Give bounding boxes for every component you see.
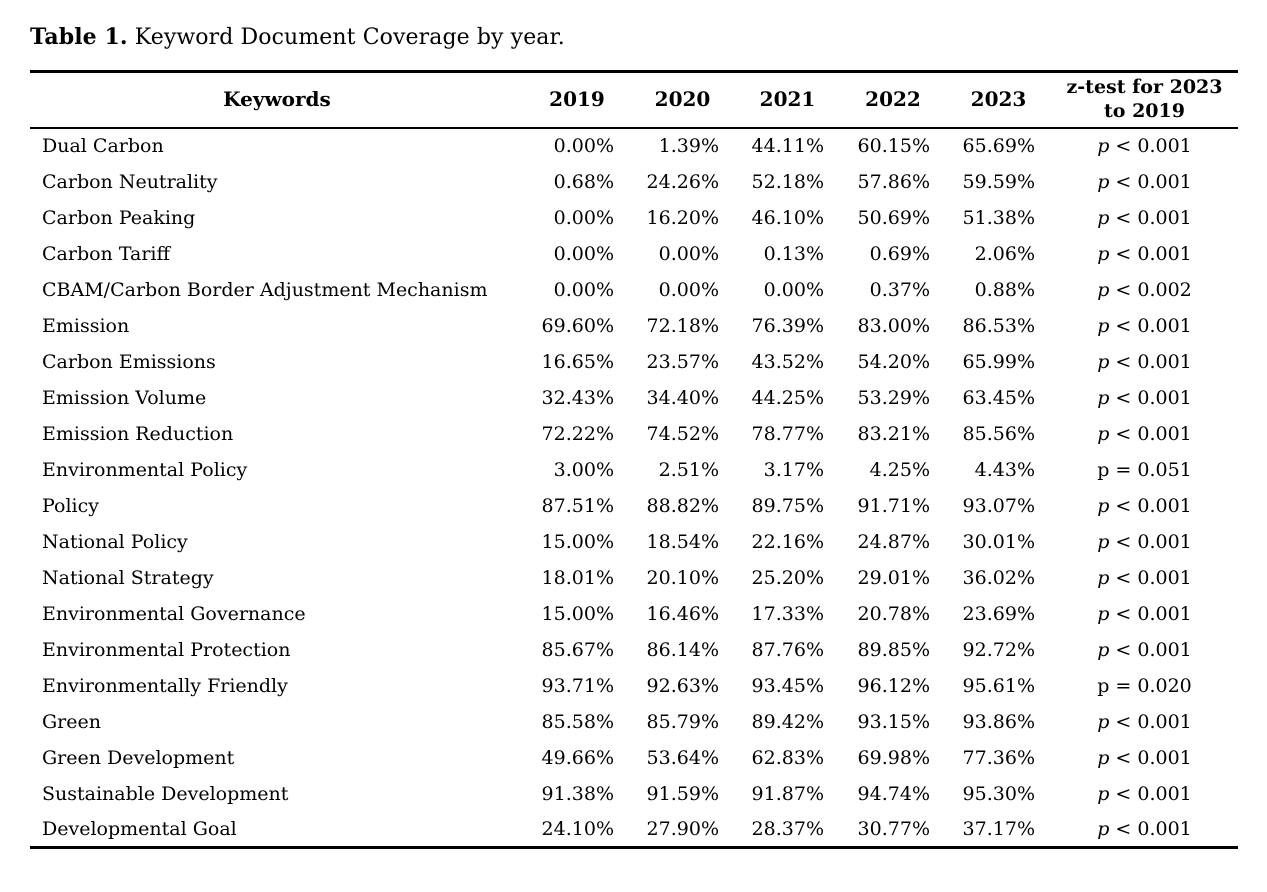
ztest-value: < 0.001 — [1109, 530, 1192, 553]
ztest-header-line1: z-test for 2023 — [1066, 76, 1223, 98]
value-2021-cell: 76.39% — [751, 314, 824, 337]
value-2021-cell: 44.11% — [751, 135, 824, 157]
value-2021-cell: 22.16% — [751, 530, 824, 553]
value-2021-cell: 62.83% — [751, 746, 824, 769]
value-2022-cell: 94.74% — [857, 782, 930, 805]
keyword-cell: Carbon Emissions — [42, 350, 216, 373]
value-2023-cell: 92.72% — [962, 638, 1035, 661]
table-row — [30, 740, 1238, 776]
value-2023-cell: 63.45% — [962, 386, 1035, 409]
p-symbol: p — [1097, 242, 1110, 265]
p-symbol: p — [1097, 386, 1110, 409]
ztest-cell — [1051, 164, 1238, 200]
ztest-value: < 0.002 — [1109, 278, 1192, 301]
value-2020-cell: 86.14% — [646, 638, 719, 661]
table-container — [30, 70, 1238, 849]
value-2021-cell: 91.87% — [751, 782, 824, 805]
keyword-cell: Carbon Peaking — [42, 206, 196, 229]
ztest-value: < 0.001 — [1109, 782, 1192, 805]
value-2021-cell: 28.37% — [751, 817, 824, 840]
p-symbol: p — [1097, 170, 1110, 193]
keyword-cell: National Strategy — [42, 566, 214, 589]
value-2022-cell: 54.20% — [857, 350, 930, 373]
ztest-value: < 0.001 — [1109, 638, 1192, 661]
keyword-cell: Sustainable Development — [42, 782, 289, 805]
table-row — [30, 524, 1238, 560]
value-2023-cell: 36.02% — [962, 566, 1035, 589]
table-row — [30, 704, 1238, 740]
value-2023-cell: 30.01% — [962, 530, 1035, 553]
ztest-cell — [1051, 560, 1238, 596]
value-2022-cell: 60.15% — [857, 135, 930, 157]
keyword-cell: Dual Carbon — [42, 135, 164, 157]
value-2020-cell: 24.26% — [646, 170, 719, 193]
value-2023-cell: 95.30% — [962, 782, 1035, 805]
column-header-2021: 2021 — [759, 87, 816, 112]
value-2022-cell: 93.15% — [857, 710, 930, 733]
value-2020-cell: 20.10% — [646, 566, 719, 589]
value-2020-cell: 72.18% — [646, 314, 719, 337]
value-2020-cell: 16.20% — [646, 206, 719, 229]
p-symbol: p — [1097, 206, 1110, 229]
value-2020-cell: 2.51% — [658, 458, 719, 481]
value-2019-cell: 15.00% — [541, 602, 614, 625]
ztest-value: < 0.001 — [1109, 242, 1192, 265]
p-symbol: p — [1097, 494, 1110, 517]
ztest-value: < 0.001 — [1109, 494, 1192, 517]
value-2022-cell: 0.37% — [869, 278, 930, 301]
value-2022-cell: 20.78% — [857, 602, 930, 625]
keyword-cell: CBAM/Carbon Border Adjustment Mechanism — [42, 278, 488, 301]
value-2023-cell: 95.61% — [962, 674, 1035, 697]
table-row — [30, 452, 1238, 488]
p-symbol: p — [1097, 638, 1110, 661]
value-2019-cell: 49.66% — [541, 746, 614, 769]
value-2022-cell: 29.01% — [857, 566, 930, 589]
table-row — [30, 164, 1238, 200]
p-symbol: p — [1097, 674, 1110, 697]
value-2023-cell: 2.06% — [974, 242, 1035, 265]
ztest-header-line2: to 2019 — [1104, 99, 1185, 122]
value-2020-cell: 53.64% — [646, 746, 719, 769]
table-row — [30, 488, 1238, 524]
ztest-value: < 0.001 — [1109, 602, 1192, 625]
value-2020-cell: 34.40% — [646, 386, 719, 409]
table-row — [30, 236, 1238, 272]
value-2022-cell: 89.85% — [857, 638, 930, 661]
value-2019-cell: 85.67% — [541, 638, 614, 661]
ztest-value: < 0.001 — [1109, 386, 1192, 409]
keyword-cell: Emission — [42, 314, 130, 337]
value-2020-cell: 85.79% — [646, 710, 719, 733]
table-row — [30, 812, 1238, 848]
p-symbol: p — [1097, 817, 1110, 840]
value-2019-cell: 0.00% — [553, 206, 614, 229]
value-2021-cell: 87.76% — [751, 638, 824, 661]
value-2022-cell: 24.87% — [857, 530, 930, 553]
value-2022-cell: 69.98% — [857, 746, 930, 769]
value-2021-cell: 44.25% — [751, 386, 824, 409]
value-2023-cell: 0.88% — [974, 278, 1035, 301]
value-2019-cell: 72.22% — [541, 422, 614, 445]
ztest-cell — [1051, 452, 1238, 488]
value-2022-cell: 4.25% — [869, 458, 930, 481]
ztest-cell — [1051, 524, 1238, 560]
ztest-cell — [1051, 704, 1238, 740]
ztest-value: < 0.001 — [1109, 566, 1192, 589]
ztest-value: < 0.001 — [1109, 350, 1192, 373]
value-2020-cell: 1.39% — [658, 135, 719, 157]
keyword-cell: Environmental Protection — [42, 638, 291, 661]
table-row — [30, 596, 1238, 632]
ztest-cell — [1051, 596, 1238, 632]
value-2023-cell: 65.99% — [962, 350, 1035, 373]
value-2022-cell: 83.00% — [857, 314, 930, 337]
keyword-cell: Environmental Policy — [42, 458, 248, 481]
value-2019-cell: 87.51% — [541, 494, 614, 517]
value-2023-cell: 23.69% — [962, 602, 1035, 625]
value-2023-cell: 93.86% — [962, 710, 1035, 733]
ztest-cell — [1051, 776, 1238, 812]
ztest-cell — [1051, 416, 1238, 452]
value-2019-cell: 0.68% — [553, 170, 614, 193]
value-2023-cell: 4.43% — [974, 458, 1035, 481]
value-2019-cell: 32.43% — [541, 386, 614, 409]
value-2021-cell: 0.13% — [763, 242, 824, 265]
ztest-cell — [1051, 128, 1238, 164]
ztest-cell — [1051, 668, 1238, 704]
value-2021-cell: 78.77% — [751, 422, 824, 445]
value-2023-cell: 85.56% — [962, 422, 1035, 445]
p-symbol: p — [1097, 422, 1110, 445]
value-2019-cell: 15.00% — [541, 530, 614, 553]
value-2019-cell: 0.00% — [553, 242, 614, 265]
value-2019-cell: 69.60% — [541, 314, 614, 337]
ztest-value: < 0.001 — [1109, 135, 1192, 157]
table-caption — [30, 24, 565, 50]
value-2022-cell: 30.77% — [857, 817, 930, 840]
value-2021-cell: 89.42% — [751, 710, 824, 733]
ztest-cell — [1051, 488, 1238, 524]
p-symbol: p — [1097, 314, 1110, 337]
table-row — [30, 344, 1238, 380]
value-2019-cell: 24.10% — [541, 817, 614, 840]
p-symbol: p — [1097, 602, 1110, 625]
p-symbol: p — [1097, 782, 1110, 805]
keyword-cell: Developmental Goal — [42, 817, 237, 840]
value-2021-cell: 25.20% — [751, 566, 824, 589]
table-row — [30, 200, 1238, 236]
value-2022-cell: 0.69% — [869, 242, 930, 265]
ztest-value: < 0.001 — [1109, 710, 1192, 733]
value-2019-cell: 85.58% — [541, 710, 614, 733]
value-2020-cell: 92.63% — [646, 674, 719, 697]
value-2020-cell: 0.00% — [658, 278, 719, 301]
value-2023-cell: 51.38% — [962, 206, 1035, 229]
value-2020-cell: 23.57% — [646, 350, 719, 373]
column-header-2022: 2022 — [865, 87, 921, 112]
ztest-cell — [1051, 632, 1238, 668]
column-header-keywords: Keywords — [223, 87, 331, 112]
p-symbol: p — [1097, 746, 1110, 769]
value-2020-cell: 88.82% — [646, 494, 719, 517]
table-caption-label: Table 1. — [30, 24, 128, 50]
p-symbol: p — [1097, 135, 1110, 157]
keyword-cell: National Policy — [42, 530, 188, 553]
keyword-coverage-table — [30, 70, 1238, 849]
p-symbol: p — [1097, 566, 1110, 589]
table-header — [30, 72, 1238, 128]
value-2022-cell: 83.21% — [857, 422, 930, 445]
ztest-cell — [1051, 812, 1238, 848]
keyword-cell: Policy — [42, 494, 99, 517]
p-symbol: p — [1097, 530, 1110, 553]
table-row — [30, 128, 1238, 164]
value-2020-cell: 16.46% — [646, 602, 719, 625]
keyword-cell: Emission Reduction — [42, 422, 234, 445]
value-2022-cell: 53.29% — [857, 386, 930, 409]
keyword-cell: Emission Volume — [42, 386, 207, 409]
table-row — [30, 416, 1238, 452]
column-header-ztest — [1051, 72, 1238, 128]
value-2021-cell: 46.10% — [751, 206, 824, 229]
value-2021-cell: 89.75% — [751, 494, 824, 517]
table-row — [30, 272, 1238, 308]
value-2019-cell: 93.71% — [541, 674, 614, 697]
value-2019-cell: 18.01% — [541, 566, 614, 589]
ztest-cell — [1051, 308, 1238, 344]
value-2021-cell: 93.45% — [751, 674, 824, 697]
table-caption-text: Keyword Document Coverage by year. — [127, 25, 565, 50]
value-2020-cell: 18.54% — [646, 530, 719, 553]
table-row — [30, 776, 1238, 812]
ztest-value: < 0.001 — [1109, 746, 1192, 769]
value-2021-cell: 52.18% — [751, 170, 824, 193]
value-2021-cell: 17.33% — [751, 602, 824, 625]
table-row — [30, 308, 1238, 344]
ztest-cell — [1051, 200, 1238, 236]
ztest-value: < 0.001 — [1109, 170, 1192, 193]
ztest-value: = 0.020 — [1109, 674, 1192, 697]
value-2021-cell: 3.17% — [763, 458, 824, 481]
table-row — [30, 632, 1238, 668]
keyword-cell: Environmentally Friendly — [42, 674, 288, 697]
value-2019-cell: 0.00% — [553, 135, 614, 157]
value-2023-cell: 93.07% — [962, 494, 1035, 517]
keyword-cell: Carbon Neutrality — [42, 170, 218, 193]
table-row — [30, 560, 1238, 596]
p-symbol: p — [1097, 458, 1110, 481]
ztest-cell — [1051, 236, 1238, 272]
p-symbol: p — [1097, 350, 1110, 373]
value-2020-cell: 27.90% — [646, 817, 719, 840]
value-2022-cell: 91.71% — [857, 494, 930, 517]
value-2021-cell: 43.52% — [751, 350, 824, 373]
value-2019-cell: 16.65% — [541, 350, 614, 373]
value-2021-cell: 0.00% — [763, 278, 824, 301]
value-2023-cell: 59.59% — [962, 170, 1035, 193]
table-row — [30, 380, 1238, 416]
keyword-cell: Environmental Governance — [42, 602, 306, 625]
ztest-cell — [1051, 740, 1238, 776]
value-2023-cell: 86.53% — [962, 314, 1035, 337]
column-header-2023: 2023 — [970, 87, 1027, 112]
table-row — [30, 668, 1238, 704]
value-2022-cell: 50.69% — [857, 206, 930, 229]
value-2019-cell: 3.00% — [553, 458, 614, 481]
table-body — [30, 128, 1238, 848]
value-2023-cell: 65.69% — [962, 135, 1035, 157]
value-2022-cell: 96.12% — [857, 674, 930, 697]
value-2023-cell: 37.17% — [962, 817, 1035, 840]
ztest-cell — [1051, 380, 1238, 416]
value-2020-cell: 0.00% — [658, 242, 719, 265]
keyword-cell: Carbon Tariff — [42, 242, 171, 265]
value-2019-cell: 91.38% — [541, 782, 614, 805]
value-2023-cell: 77.36% — [962, 746, 1035, 769]
column-header-2019: 2019 — [549, 87, 605, 112]
keyword-cell: Green — [42, 710, 101, 733]
value-2019-cell: 0.00% — [553, 278, 614, 301]
p-symbol: p — [1097, 278, 1110, 301]
ztest-value: < 0.001 — [1109, 422, 1192, 445]
value-2022-cell: 57.86% — [857, 170, 930, 193]
value-2020-cell: 74.52% — [646, 422, 719, 445]
keyword-cell: Green Development — [42, 746, 235, 769]
ztest-value: < 0.001 — [1109, 314, 1192, 337]
column-header-2020: 2020 — [654, 87, 711, 112]
header-row — [30, 72, 1238, 128]
ztest-cell — [1051, 272, 1238, 308]
p-symbol: p — [1097, 710, 1110, 733]
ztest-value: < 0.001 — [1109, 817, 1192, 840]
ztest-value: < 0.001 — [1109, 206, 1192, 229]
ztest-cell — [1051, 344, 1238, 380]
value-2020-cell: 91.59% — [646, 782, 719, 805]
ztest-value: = 0.051 — [1109, 458, 1192, 481]
